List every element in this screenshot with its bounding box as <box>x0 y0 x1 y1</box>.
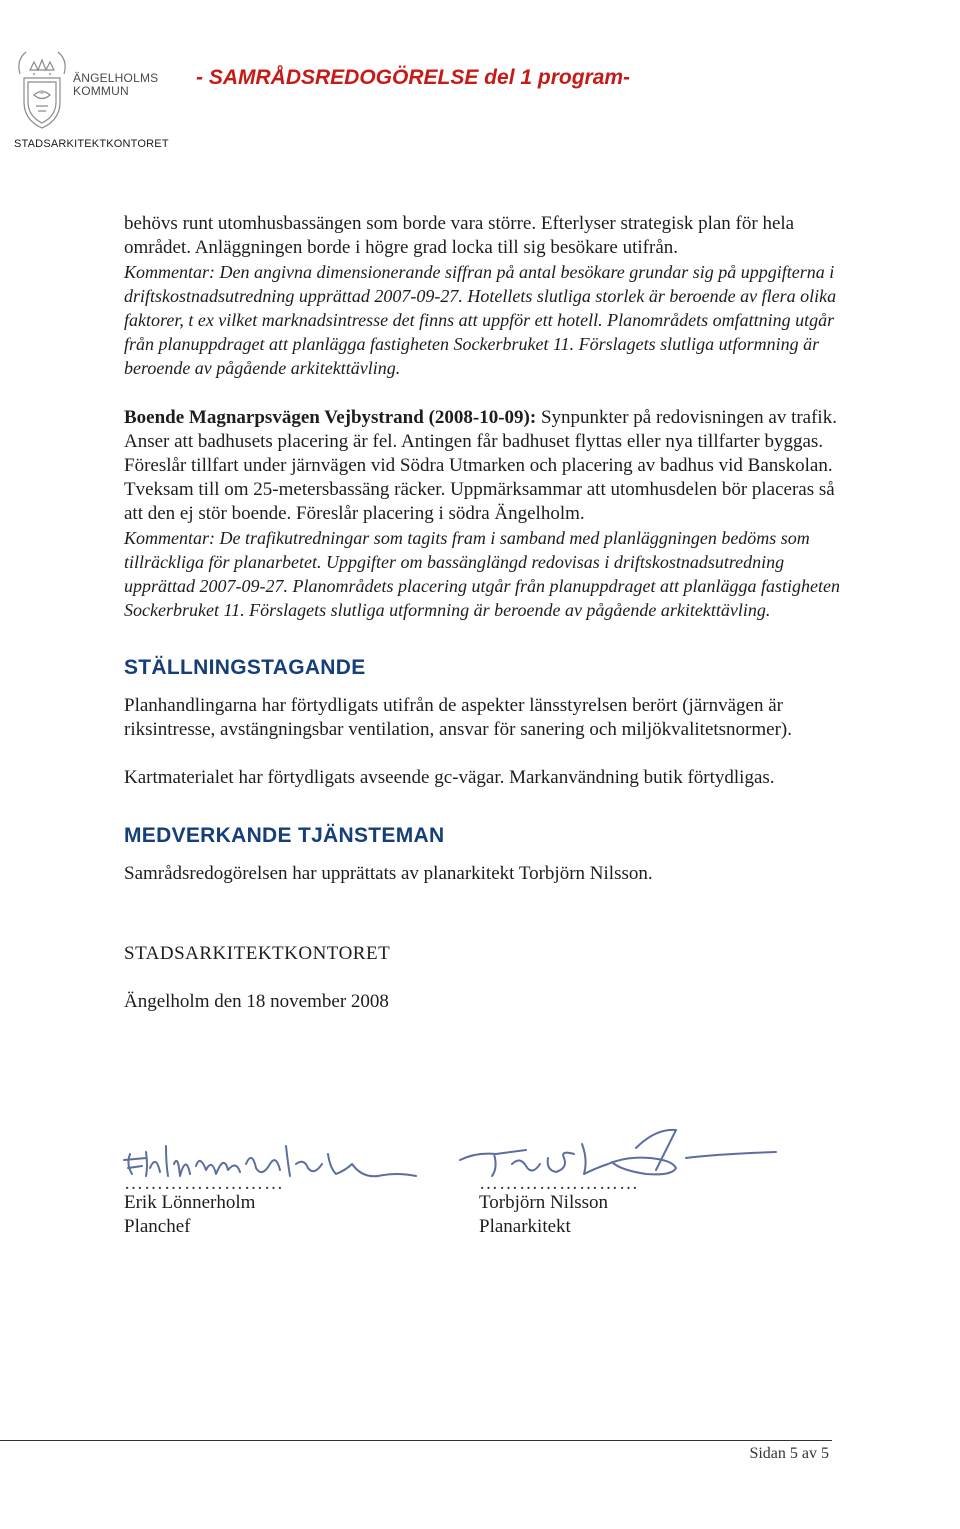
document-title: - SAMRÅDSREDOGÖRELSE del 1 program- <box>196 66 631 89</box>
municipality-crest-icon <box>14 40 70 132</box>
submission-text: Synpunkter på redovisningen av trafik. Anser att badhusets placering är fel. Antingen får badhuset flyttas eller nya tillfarter byggas. Föreslår tillfart under järnvägen vid Södra Utmarken och placering av badhus vid Banskolan. Tveksam till om 25-metersbassäng räcker. Uppmärksammar att utomhusdelen bör placeras så att den ej stör boende. Föreslår placering i södra Ängelholm. <box>124 407 837 524</box>
medverkande-text: Samrådsredogörelsen har upprättats av planarkitekt Torbjörn Nilsson. <box>124 863 653 884</box>
signer-erik <box>124 1173 284 1239</box>
signature-line: …………………… <box>124 1173 284 1194</box>
municipality-line-2: KOMMUN <box>73 84 129 98</box>
signer-name: Torbjörn Nilsson <box>479 1192 609 1213</box>
page-header <box>0 0 960 160</box>
signoff-place-date: Ängelholm den 18 november 2008 <box>124 991 389 1012</box>
municipality-line-1: ÄNGELHOLMS <box>73 71 159 85</box>
page-content <box>124 212 844 1014</box>
municipality-name <box>73 72 158 98</box>
signature-torbjorn <box>460 1130 776 1176</box>
page-number: Sidan 5 av 5 <box>749 1445 829 1462</box>
signer-torbjorn <box>479 1173 639 1239</box>
footer-divider <box>0 1440 832 1441</box>
submission-comment: Kommentar: De trafikutredningar som tagits fram i samband med planläggningen bedöms som tillräckliga för planarbetet. Uppgifter om bassänglängd redovisas i driftskostnadsutredning upprättad 2007-09-27. Planområdets placering utgår från planuppdraget att planlägga fastigheten Sockerbruket 11. Förslagets slutliga utformning är beroende av pågående arkitekttävling. <box>124 528 840 620</box>
submission-paragraph <box>124 406 844 526</box>
heading-stallningstagande: STÄLLNINGSTAGANDE <box>124 656 366 679</box>
signature-erik <box>124 1146 416 1176</box>
heading-medverkande: MEDVERKANDE TJÄNSTEMAN <box>124 824 445 847</box>
continuation-comment: Kommentar: Den angivna dimensionerande siffran på antal besökare grundar sig på uppgifterna i driftskostnadsutredning upprättad 2007-09-27. Hotellets slutliga storlek är beroende av flera olika faktorer, t ex vilket marknadsintresse det finns att uppför ett hotell. Planområdets omfattning utgår från planuppdraget att planlägga fastigheten Sockerbruket 11. Förslagets slutliga utformning är beroende av pågående arkitekttävling. <box>124 262 837 378</box>
stallningstagande-para-2: Kartmaterialet har förtydligats avseende gc-vägar. Markanvändning butik förtydligas. <box>124 767 775 788</box>
continuation-paragraph: behövs runt utomhusbassängen som borde vara större. Efterlyser strategisk plan för hela området. Anläggningen borde i högre grad locka till sig besökare utifrån. <box>124 213 795 258</box>
signer-name: Erik Lönnerholm <box>124 1192 256 1213</box>
stallningstagande-para-1: Planhandlingarna har förtydligats utifrån de aspekter länsstyrelsen berört (järnvägen är riksintresse, avstängningsbar ventilation, ansvar för sanering och miljökvalitetsnormer). <box>124 695 792 740</box>
office-name: STADSARKITEKTKONTORET <box>14 138 169 150</box>
signature-line: …………………… <box>479 1173 639 1194</box>
signer-role: Planchef <box>124 1216 191 1237</box>
signoff-office: STADSARKITEKTKONTORET <box>124 943 391 964</box>
signer-role: Planarkitekt <box>479 1216 571 1237</box>
submission-author: Boende Magnarpsvägen Vejbystrand (2008-10-09): <box>124 407 537 428</box>
